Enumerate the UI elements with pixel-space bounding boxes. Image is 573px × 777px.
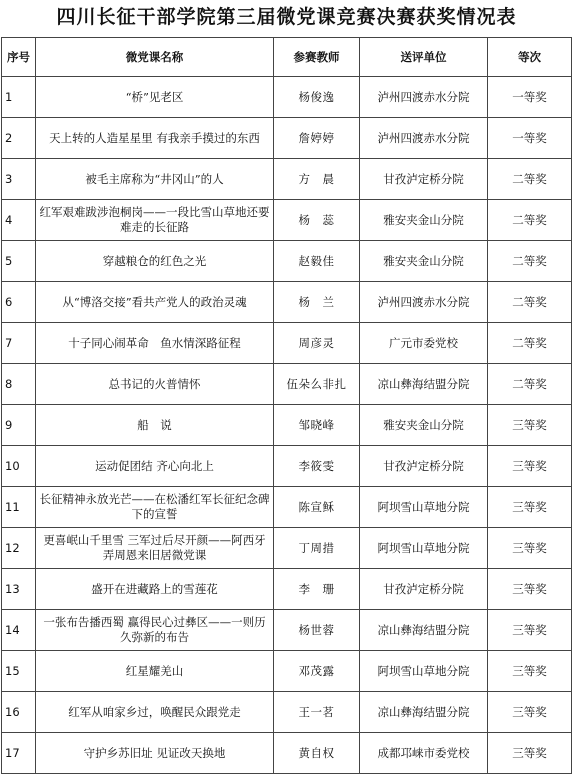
row-number: 5 — [2, 241, 36, 282]
submitting-unit: 凉山彝海结盟分院 — [360, 692, 488, 733]
submitting-unit: 凉山彝海结盟分院 — [360, 610, 488, 651]
table-row — [2, 528, 572, 569]
course-name: 船 说 — [36, 405, 274, 446]
submitting-unit: 雅安夹金山分院 — [360, 200, 488, 241]
page-title: 四川长征干部学院第三届微党课竞赛决赛获奖情况表 — [56, 6, 517, 28]
row-number: 10 — [2, 446, 36, 487]
table-row — [2, 241, 572, 282]
award-rank: 三等奖 — [488, 405, 572, 446]
submitting-unit: 凉山彝海结盟分院 — [360, 364, 488, 405]
teacher-name: 赵毅佳 — [274, 241, 360, 282]
submitting-unit: 甘孜泸定桥分院 — [360, 446, 488, 487]
row-number: 15 — [2, 651, 36, 692]
row-number: 3 — [2, 159, 36, 200]
award-rank: 三等奖 — [488, 528, 572, 569]
award-rank: 一等奖 — [488, 77, 572, 118]
award-rank: 三等奖 — [488, 569, 572, 610]
row-number: 8 — [2, 364, 36, 405]
course-name: 被毛主席称为“井冈山”的人 — [36, 159, 274, 200]
row-number: 12 — [2, 528, 36, 569]
course-name: 穿越粮仓的红色之光 — [36, 241, 274, 282]
submitting-unit: 阿坝雪山草地分院 — [360, 528, 488, 569]
row-number: 14 — [2, 610, 36, 651]
award-rank: 三等奖 — [488, 446, 572, 487]
row-number: 2 — [2, 118, 36, 159]
award-rank: 三等奖 — [488, 487, 572, 528]
table-row — [2, 692, 572, 733]
course-name: “桥”见老区 — [36, 77, 274, 118]
teacher-name: 詹婷婷 — [274, 118, 360, 159]
submitting-unit: 阿坝雪山草地分院 — [360, 487, 488, 528]
table-row — [2, 733, 572, 774]
submitting-unit: 泸州四渡赤水分院 — [360, 282, 488, 323]
submitting-unit: 阿坝雪山草地分院 — [360, 651, 488, 692]
submitting-unit: 广元市委党校 — [360, 323, 488, 364]
submitting-unit: 甘孜泸定桥分院 — [360, 159, 488, 200]
course-name: 红星耀羌山 — [36, 651, 274, 692]
award-rank: 一等奖 — [488, 118, 572, 159]
table-row — [2, 651, 572, 692]
course-name: 运动促团结 齐心向北上 — [36, 446, 274, 487]
teacher-name: 陈宣稣 — [274, 487, 360, 528]
awards-table — [1, 37, 572, 774]
submitting-unit: 甘孜泸定桥分院 — [360, 569, 488, 610]
header-teacher: 参赛教师 — [274, 38, 360, 77]
course-name: 长征精神永放光芒——在松潘红军长征纪念碑下的宣誓 — [36, 487, 274, 528]
header-no: 序号 — [2, 38, 36, 77]
header-rank: 等次 — [488, 38, 572, 77]
award-rank: 二等奖 — [488, 159, 572, 200]
row-number: 17 — [2, 733, 36, 774]
submitting-unit: 成都邛崃市委党校 — [360, 733, 488, 774]
award-rank: 二等奖 — [488, 323, 572, 364]
course-name: 红军艰难跋涉泡桐岗——一段比雪山草地还要难走的长征路 — [36, 200, 274, 241]
submitting-unit: 泸州四渡赤水分院 — [360, 77, 488, 118]
row-number: 6 — [2, 282, 36, 323]
table-row — [2, 569, 572, 610]
teacher-name: 杨俊逸 — [274, 77, 360, 118]
teacher-name: 邓茂露 — [274, 651, 360, 692]
submitting-unit: 雅安夹金山分院 — [360, 405, 488, 446]
table-row — [2, 77, 572, 118]
course-name: 红军从咱家乡过，唤醒民众跟党走 — [36, 692, 274, 733]
table-row — [2, 282, 572, 323]
course-name: 守护乡苏旧址 见证改天换地 — [36, 733, 274, 774]
row-number: 4 — [2, 200, 36, 241]
table-row — [2, 159, 572, 200]
course-name: 更喜岷山千里雪 三军过后尽开颜——阿西牙弄周恩来旧居微党课 — [36, 528, 274, 569]
submitting-unit: 雅安夹金山分院 — [360, 241, 488, 282]
course-name: 天上转的人造星星里 有我亲手摸过的东西 — [36, 118, 274, 159]
teacher-name: 黄自权 — [274, 733, 360, 774]
table-row — [2, 405, 572, 446]
row-number: 11 — [2, 487, 36, 528]
row-number: 1 — [2, 77, 36, 118]
teacher-name: 丁周措 — [274, 528, 360, 569]
teacher-name: 杨 蕊 — [274, 200, 360, 241]
teacher-name: 杨世蓉 — [274, 610, 360, 651]
teacher-name: 伍朵么非扎 — [274, 364, 360, 405]
course-name: 一张布告播西蜀 赢得民心过彝区——一则历久弥新的布告 — [36, 610, 274, 651]
row-number: 16 — [2, 692, 36, 733]
table-body — [2, 77, 572, 774]
award-rank: 三等奖 — [488, 651, 572, 692]
row-number: 9 — [2, 405, 36, 446]
table-row — [2, 323, 572, 364]
course-name: 十子同心闹革命 鱼水情深路征程 — [36, 323, 274, 364]
award-rank: 二等奖 — [488, 364, 572, 405]
header-unit: 送评单位 — [360, 38, 488, 77]
teacher-name: 王一茗 — [274, 692, 360, 733]
header-row — [2, 38, 572, 77]
table-row — [2, 200, 572, 241]
row-number: 7 — [2, 323, 36, 364]
award-rank: 二等奖 — [488, 241, 572, 282]
teacher-name: 杨 兰 — [274, 282, 360, 323]
table-row — [2, 118, 572, 159]
award-rank: 三等奖 — [488, 610, 572, 651]
table-row — [2, 610, 572, 651]
table-row — [2, 364, 572, 405]
table-row — [2, 487, 572, 528]
teacher-name: 邹晓峰 — [274, 405, 360, 446]
course-name: 从“博洛交接”看共产党人的政治灵魂 — [36, 282, 274, 323]
course-name: 盛开在进藏路上的雪莲花 — [36, 569, 274, 610]
table-header — [2, 38, 572, 77]
award-rank: 三等奖 — [488, 733, 572, 774]
header-course: 微党课名称 — [36, 38, 274, 77]
submitting-unit: 泸州四渡赤水分院 — [360, 118, 488, 159]
table-row — [2, 446, 572, 487]
row-number: 13 — [2, 569, 36, 610]
award-rank: 二等奖 — [488, 200, 572, 241]
course-name: 总书记的火普情怀 — [36, 364, 274, 405]
award-rank: 三等奖 — [488, 692, 572, 733]
teacher-name: 方 晨 — [274, 159, 360, 200]
teacher-name: 周彦灵 — [274, 323, 360, 364]
teacher-name: 李筱雯 — [274, 446, 360, 487]
teacher-name: 李 珊 — [274, 569, 360, 610]
award-rank: 二等奖 — [488, 282, 572, 323]
